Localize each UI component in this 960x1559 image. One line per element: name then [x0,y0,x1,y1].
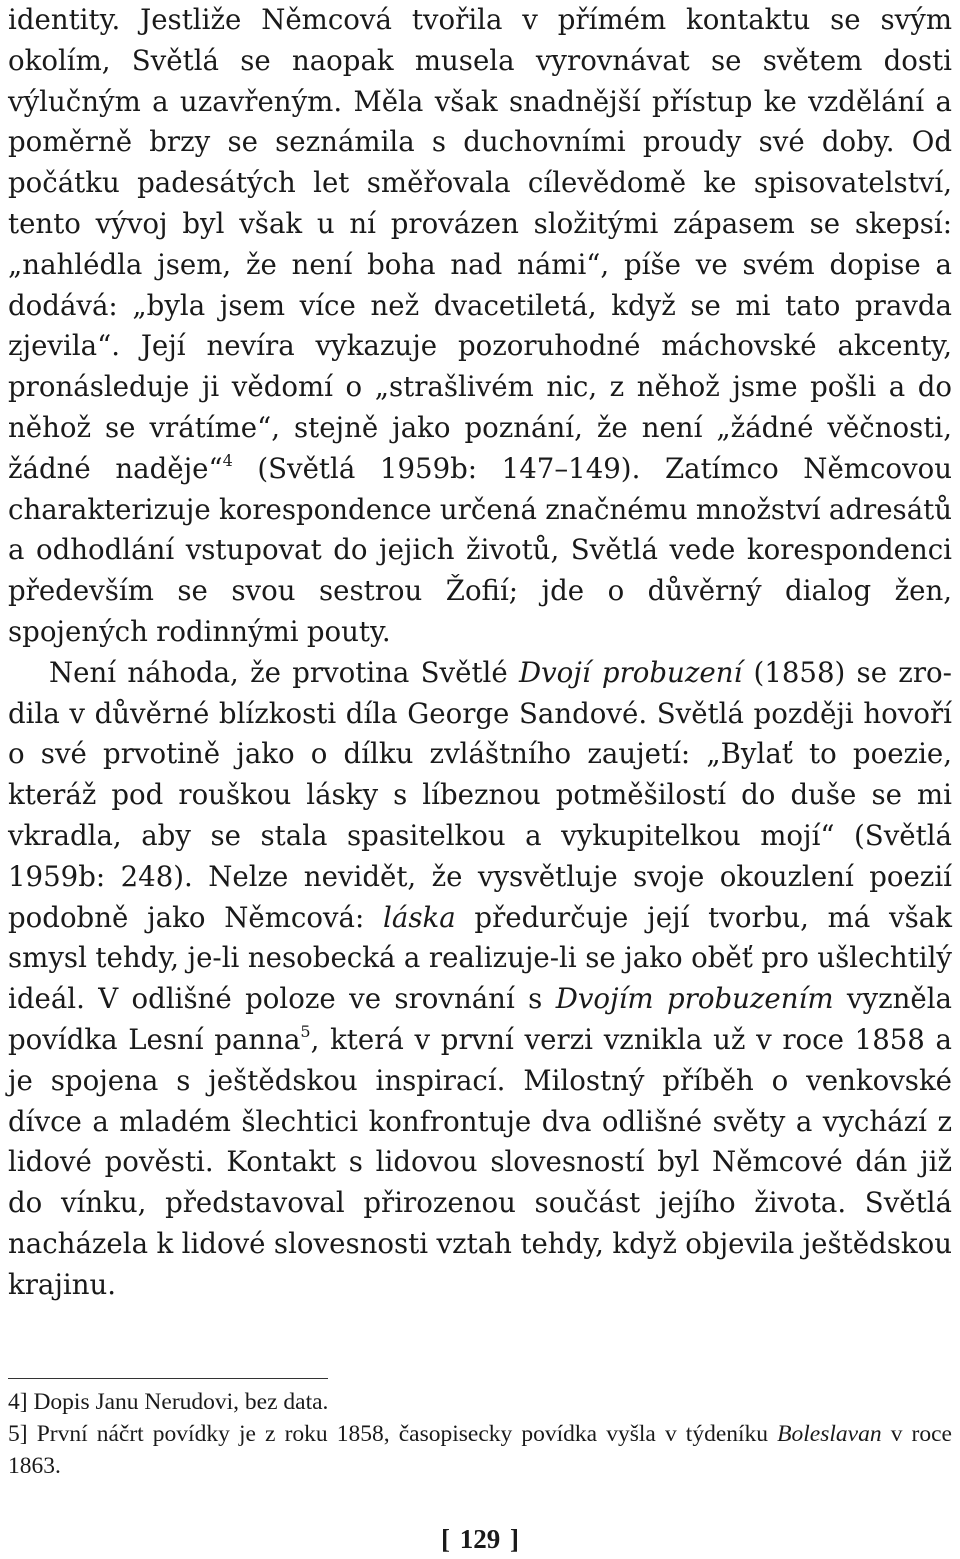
italic-title: Dvojím probuzením [555,982,834,1016]
paragraph-2 [8,653,952,1306]
footnote-reference: 5 [300,1021,311,1041]
text-run: 5] První náčrt povídky je z roku 1858, časopisecky povídka vyšla v týdeníku [8,1421,778,1447]
italic-title: Dvojí probuzení [518,655,743,689]
text-run: 4] Dopis Janu Nerudovi, bez data. [8,1389,329,1415]
text-run: vyzněla povídka Lesní panna [8,982,952,1056]
page-number: [ 129 ] [441,1524,519,1554]
footnote-5 [8,1418,952,1482]
footnotes [8,1386,952,1482]
text-run: v roce 1863. [8,1421,952,1479]
footnote-reference: 4 [222,450,233,470]
text-run: , která v první verzi vznikla už v roce 1858 a je spojena s ještědskou inspirací. Milostný příběh o venkovské dívce a mladém šlechtici konfrontuje dva odlišné světy a vychází z lidové pověsti. Kontakt s lidovou slovesností byl Němcové dán již do vínku, představoval přirozenou součást jejího života. Světlá nacházela k lidové slovesnosti vztah tehdy, když objevila ještědskou krajinu. [8,1022,952,1301]
text-run: předurčuje její tvorbu, má však smysl tehdy, je-li nesobecká a realizuje-li se jako oběť pro ušlechtilý ideál. V odlišné poloze ve srovnání s [8,900,952,1016]
text-run: (Světlá 1959b: 147–149). Zatímco Němcovou charakterizuje korespondence určená značnému množství adresátů a odhodlání vstupovat do jejich životů, Světlá vede korespondenci především se svou sestrou Žofií; jde o důvěrný dialog žen, spojených rodinnými pouty. [8,451,952,648]
italic-title: láska [383,900,456,934]
text-run: (1858) se zrodila v důvěrné blízkosti díla George Sandové. Světlá později hovoří o své prvotině jako o dílku zvláštního zaujetí: „Bylať to poezie, kteráž pod rouškou lásky s líbeznou potměšilostí do duše se mi vkradla, aby se stala spasitelkou a vykupitelkou mojí“ (Světlá 1959b: 248). Nelze nevidět, že vysvětluje svoje okouzlení poezií podobně jako Němcová: [8,655,952,934]
footnote-rule [8,1378,328,1379]
paragraph-1 [8,0,952,653]
page-content [8,0,952,1306]
footnote-4 [8,1386,952,1418]
text-run: Není náhoda, že prvotina Světlé [49,655,519,689]
body-text [8,0,952,1306]
italic-title: Boleslavan [777,1421,882,1447]
text-run: identity. Jestliže Němcová tvořila v přímém kontaktu se svým okolím, Světlá se naopak musela vyrovnávat se světem dosti výlučným a uzavřeným. Měla však snadnější přístup ke vzdělání a poměrně brzy se seznámila s duchovními proudy své doby. Od počátku padesátých let směřovala cílevědomě ke spisovatelství, tento vývoj byl však u ní provázen složitými zápasem se skepsí: „nahlédla jsem, že není boha nad námi“, píše ve svém dopise a dodává: „byla jsem více než dvacetiletá, když se mi tato pravda zjevila“. Její nevíra vykazuje pozoruhodné máchovské akcenty, pronásleduje ji vědomí o „strašlivém nic, z něhož jsme pošli a do něhož se vrátíme“, stejně jako poznání, že není „žádné věčnosti, žádné naděje“ [8,3,952,485]
